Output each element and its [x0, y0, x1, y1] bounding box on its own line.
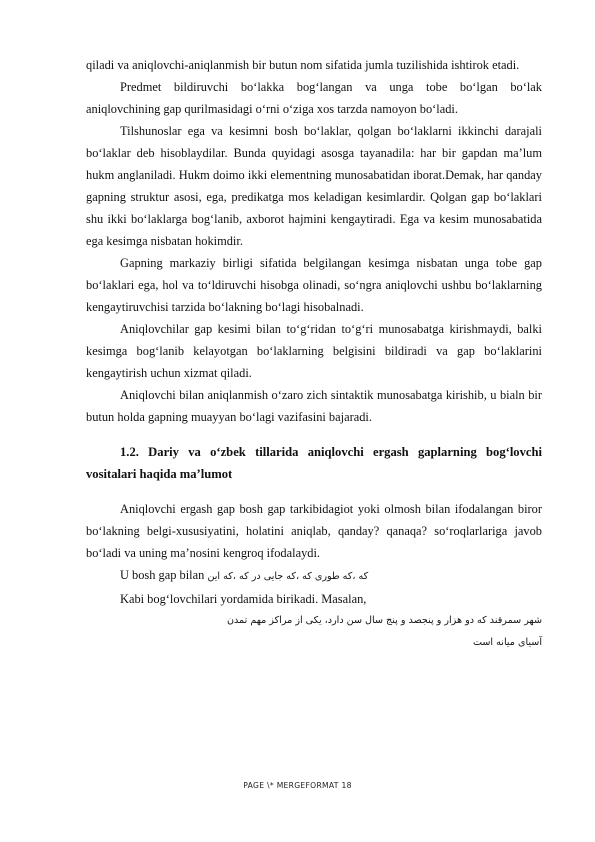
paragraph-4: Gapning markaziy birligi sifatida belgilangan kesimga nisbatan unga tobe gap bo‘laklari ega, hol va to‘ldiruvchi hisobga olinadi, so‘ngra aniqlovchi ushbu bo‘laklarning kengaytiruvchisi tarzida bo‘lakning bo‘lagi hisobalnadi.	[86, 256, 542, 314]
arabic-example	[86, 610, 542, 654]
paragraph-1: qiladi va aniqlovchi-aniqlanmish bir butun nom sifatida jumla tuzilishida ishtirok etadi.	[86, 58, 520, 72]
conjunction-list-arabic: که ،که طوری که ،که جایی در که ،که این	[207, 571, 369, 582]
paragraph-8	[86, 564, 542, 588]
arabic-example-line-1: شهر سمرقند که دو هزار و پنجصد و پنج سال سن دارد، یکی از مراکز مهم تمدن	[226, 615, 542, 626]
page-footer: PAGE \* MERGEFORMAT 18	[243, 781, 352, 790]
paragraph-2: Predmet bildiruvchi bo‘lakka bog‘langan va unga tobe bo‘lgan bo‘lak aniqlovchining gap qurilmasidagi o‘rni o‘ziga xos tarzda namoyon bo‘ladi.	[86, 80, 542, 116]
section-heading: 1.2. Dariy va o‘zbek tillarida aniqlovchi ergash gaplarning bog‘lovchi vositalari haqida ma’lumot	[86, 445, 542, 481]
paragraph-5: Aniqlovchilar gap kesimi bilan to‘g‘ridan to‘g‘ri munosabatga kirishmaydi, balki kesimga bog‘lanib kelayotgan bo‘laklarning belgisini bildiradi va gap bo‘laklarini kengaytirish uchun xizmat qiladi.	[86, 322, 542, 380]
spacer	[86, 485, 542, 498]
spacer	[86, 428, 542, 441]
paragraph-3: Tilshunoslar ega va kesimni bosh bo‘laklar, qolgan bo‘laklarni ikkinchi darajali bo‘laklar deb hisoblaydilar. Bunda quyidagi asosga tayanadila: har bir gapdan ma’lum hukm anglaniladi. Hukm doimo ikki elementning munosabatidan iborat.Demak, har qanday gapning struktur asosi, ega, predikatga mos keladigan kesimlardir. Qolgan gap bo‘laklari shu ikki bo‘laklarga bog‘lanib, axborot hajmini kengaytiradi. Ega va kesim munosabatida ega kesimga nisbatan hokimdir.	[86, 124, 542, 248]
paragraph-8-text: U bosh gap bilan	[120, 568, 205, 582]
paragraph-9: Kabi bog‘lovchilari yordamida birikadi. Masalan,	[120, 592, 367, 606]
arabic-example-line-2: آسیای میانه است	[472, 637, 542, 648]
paragraph-6: Aniqlovchi bilan aniqlanmish o‘zaro zich sintaktik munosabatga kirishib, u bialn bir butun holda gapning muayyan bo‘lagi vazifasini bajaradi.	[86, 388, 542, 424]
document-page	[86, 54, 542, 654]
paragraph-7: Aniqlovchi ergash gap bosh gap tarkibidagiot yoki olmosh bilan ifodalangan biror bo‘lakning belgi-xususiyatini, holatini aniqlab, qanday? qanaqa? so‘roqlarlariga javob bo‘ladi va uning ma’nosini kengroq ifodalaydi.	[86, 502, 542, 560]
